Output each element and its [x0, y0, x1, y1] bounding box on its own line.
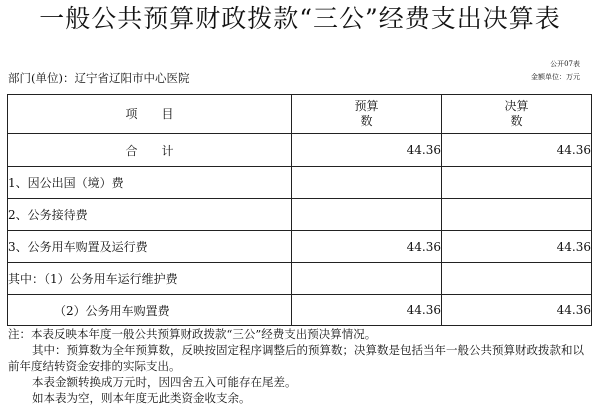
- row-final: 44.36: [442, 231, 592, 263]
- table-row: [8, 167, 592, 199]
- row-final: [442, 263, 592, 295]
- note-line: 如本表为空，则本年度无此类资金收支余。: [32, 391, 251, 405]
- row-label: 其中：（1）公务用车运行维护费: [8, 263, 292, 295]
- row-label: 合 计: [8, 134, 292, 167]
- row-final: [442, 199, 592, 231]
- row-label: 1、因公出国（境）费: [8, 167, 292, 199]
- expenditure-table: [7, 94, 592, 326]
- note-line: 本表金额转换成万元时，因四舍五入可能存在尾差。: [32, 375, 297, 389]
- page-title: 一般公共预算财政拨款“三公”经费支出决算表: [39, 4, 561, 33]
- table-row: [8, 263, 592, 295]
- row-final: 44.36: [442, 134, 592, 167]
- row-label: 3、公务用车购置及运行费: [8, 231, 292, 263]
- row-label: 2、公务接待费: [8, 199, 292, 231]
- row-label: （2）公务用车购置费: [8, 295, 292, 326]
- department-label: 部门(单位)：辽宁省辽阳市中心医院: [8, 71, 190, 85]
- row-budget: 44.36: [292, 295, 442, 326]
- table-row: [8, 231, 592, 263]
- row-final: [442, 167, 592, 199]
- table-row: [8, 134, 592, 167]
- table-row: [8, 199, 592, 231]
- amount-unit: 金额单位：万元: [531, 73, 580, 81]
- header-final: 决算 数: [442, 95, 592, 134]
- row-budget: 44.36: [292, 231, 442, 263]
- row-budget: [292, 167, 442, 199]
- row-budget: [292, 199, 442, 231]
- form-code: 公开07表: [550, 60, 580, 68]
- row-final: 44.36: [442, 295, 592, 326]
- row-budget: 44.36: [292, 134, 442, 167]
- header-item: 项 目: [8, 95, 292, 134]
- note-line: 其中：预算数为全年预算数，反映按固定程序调整后的预算数；决算数是包括当年一般公共预算财政拨款和以前年度结转资金安排的实际支出。: [8, 343, 584, 373]
- table-notes: [8, 326, 592, 406]
- header-budget: 预算 数: [292, 95, 442, 134]
- table-header-row: [8, 95, 592, 134]
- table-row: [8, 295, 592, 326]
- note-line: 注：本表反映本年度一般公共预算财政拨款“三公”经费支出预决算情况。: [8, 327, 377, 341]
- row-budget: [292, 263, 442, 295]
